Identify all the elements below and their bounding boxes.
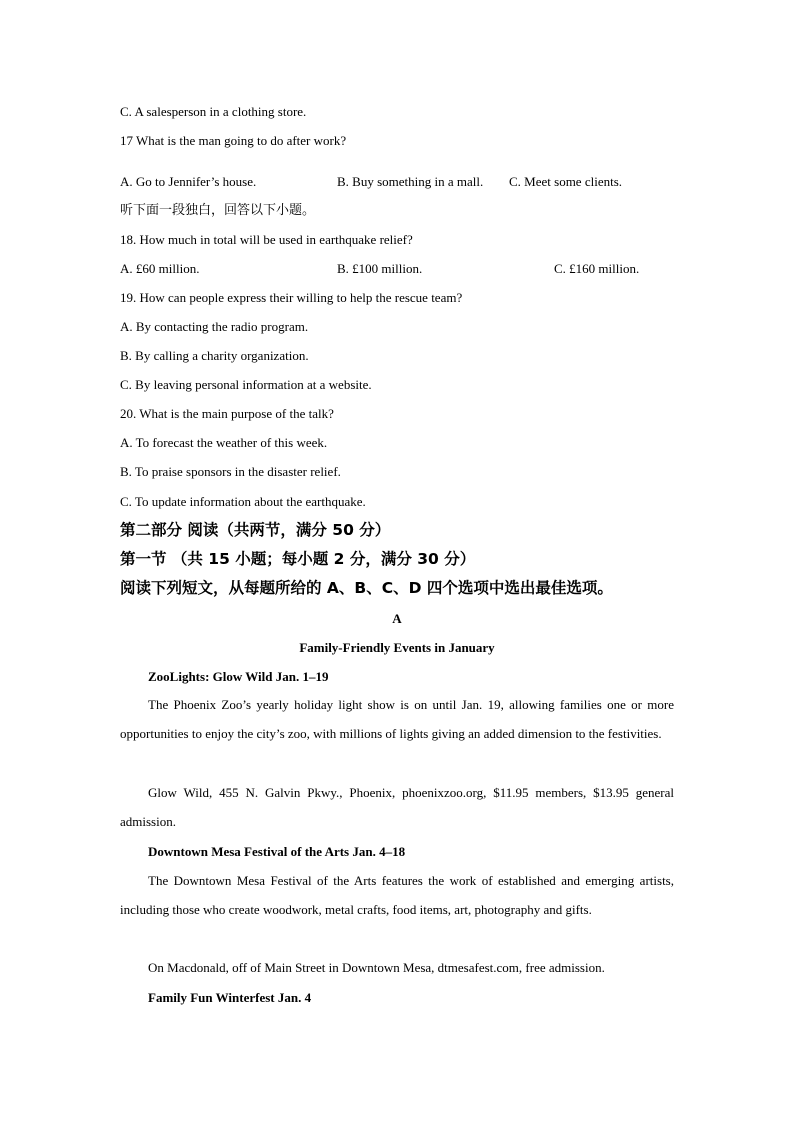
event-description: The Phoenix Zoo’s yearly holiday light show is on until Jan. 19, allowing families one or more opportunities to enjoy the city’s zoo, with millions of lights giving an added dimension to the festivities. <box>120 697 674 742</box>
q19-question: 19. How can people express their willing to help the rescue team? <box>120 290 463 305</box>
q18-question: 18. How much in total will be used in earthquake relief? <box>120 232 413 247</box>
event-details: On Macdonald, off of Main Street in Downtown Mesa, dtmesafest.com, free admission. <box>148 960 605 975</box>
q19-option-b: B. By calling a charity organization. <box>120 348 309 363</box>
q17-option-a: A. Go to Jennifer’s house. <box>120 174 257 189</box>
q17-option-c: C. Meet some clients. <box>509 174 623 189</box>
q18-option-a: A. £60 million. <box>120 261 200 276</box>
monologue-instruction: 听下面一段独白，回答以下小题。 <box>120 203 316 218</box>
q18-option-b: B. £100 million. <box>337 261 423 276</box>
q20-option-b: B. To praise sponsors in the disaster relief. <box>120 464 341 479</box>
event-title: Downtown Mesa Festival of the Arts Jan. 4–18 <box>148 844 406 859</box>
event-title: Family Fun Winterfest Jan. 4 <box>148 990 312 1005</box>
event-title: ZooLights: Glow Wild Jan. 1–19 <box>148 669 329 684</box>
q19-option-c: C. By leaving personal information at a website. <box>120 377 372 392</box>
passage-label: A <box>392 611 402 626</box>
passage-title: Family-Friendly Events in January <box>299 640 495 655</box>
q17-question: 17 What is the man going to do after work? <box>120 133 347 148</box>
q20-option-c: C. To update information about the earthquake. <box>120 494 366 509</box>
q18-option-c: C. £160 million. <box>554 261 640 276</box>
reading-instruction: 阅读下列短文，从每题所给的 A、B、C、D 四个选项中选出最佳选项。 <box>120 579 613 597</box>
event-description: The Downtown Mesa Festival of the Arts features the work of established and emerging artists, including those who create woodwork, metal crafts, food items, art, photography and gifts. <box>120 873 674 918</box>
q19-option-a: A. By contacting the radio program. <box>120 319 309 334</box>
q20-option-a: A. To forecast the weather of this week. <box>120 435 328 450</box>
section-heading: 第一节 （共 15 小题；每小题 2 分，满分 30 分） <box>120 550 476 568</box>
q17-option-b: B. Buy something in a mall. <box>337 174 484 189</box>
event-details: Glow Wild, 455 N. Galvin Pkwy., Phoenix, phoenixzoo.org, $11.95 members, $13.95 general admission. <box>120 785 674 830</box>
q16-option-c: C. A salesperson in a clothing store. <box>120 104 307 119</box>
part-heading: 第二部分 阅读（共两节，满分 50 分） <box>120 521 391 539</box>
q20-question: 20. What is the main purpose of the talk? <box>120 406 334 421</box>
